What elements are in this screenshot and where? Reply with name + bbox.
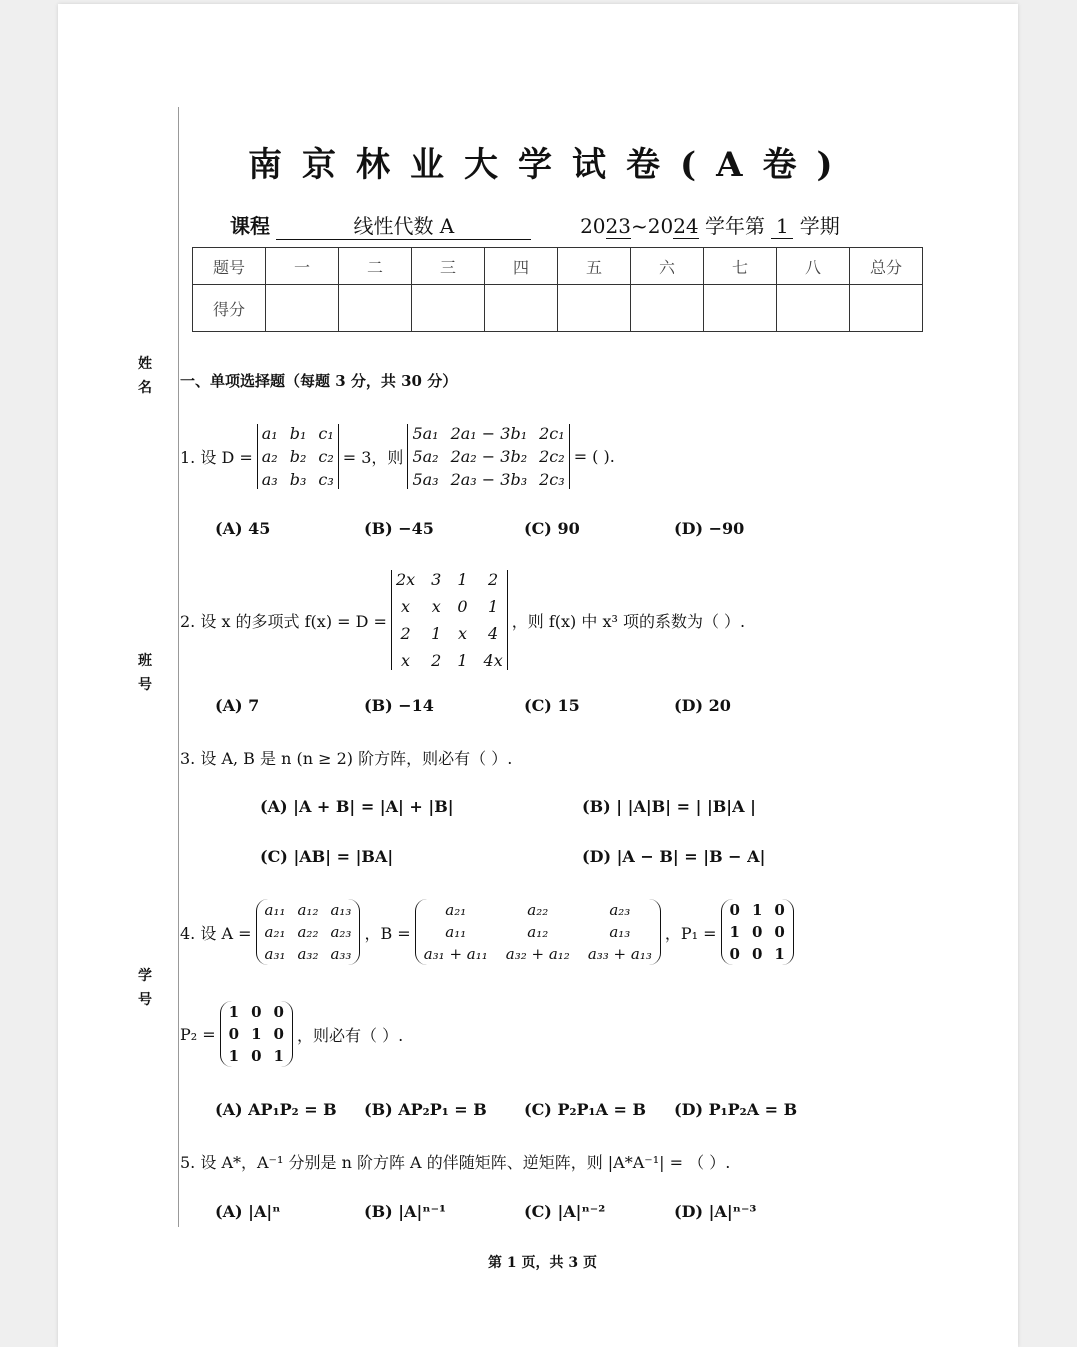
question-4 bbox=[180, 890, 798, 974]
det-entry: x bbox=[457, 624, 467, 643]
matrix-entry: a₂₂ bbox=[527, 901, 549, 919]
score-header-cell: 六 bbox=[631, 248, 704, 285]
matrix-entry: a₃₁ + a₁₁ bbox=[423, 945, 488, 963]
score-value-row bbox=[193, 285, 923, 332]
det-entry: c₃ bbox=[318, 469, 334, 489]
q1-option-c: (C) 90 bbox=[524, 519, 580, 538]
det-entry: 4x bbox=[483, 651, 503, 670]
matrix-entry: 1 bbox=[273, 1047, 284, 1065]
det-entry: 2 bbox=[488, 570, 499, 589]
det-entry: 5a₃ bbox=[412, 469, 439, 489]
year-end: 24 bbox=[673, 214, 699, 238]
q2-option-d: (D) 20 bbox=[674, 696, 731, 715]
year-start: 23 bbox=[605, 214, 631, 238]
q4-matrix-b bbox=[415, 899, 661, 965]
score-header-cell: 八 bbox=[777, 248, 850, 285]
det-entry: 5a₁ bbox=[412, 423, 439, 443]
year-mid: ~20 bbox=[630, 214, 674, 238]
matrix-entry: 0 bbox=[729, 901, 740, 919]
binding-margin-line bbox=[178, 107, 179, 1227]
q4-suffix: ，则必有（ ）. bbox=[296, 1025, 404, 1045]
matrix-entry: a₁₂ bbox=[527, 923, 549, 941]
score-cell bbox=[777, 285, 850, 332]
q1-mid: = 3，则 bbox=[342, 447, 404, 467]
score-header-cell: 题号 bbox=[193, 248, 266, 285]
matrix-entry: 1 bbox=[774, 945, 785, 963]
matrix-entry: 1 bbox=[729, 923, 740, 941]
q5-option-d: (D) |A|ⁿ⁻³ bbox=[674, 1202, 757, 1221]
question-3: 3. 设 A, B 是 n (n ≥ 2) 阶方阵，则必有（ ）. bbox=[180, 749, 513, 768]
det-entry: x bbox=[401, 597, 411, 616]
det-entry: 1 bbox=[488, 597, 499, 616]
term-number: 1 bbox=[771, 214, 793, 239]
score-cell bbox=[558, 285, 631, 332]
det-entry: x bbox=[431, 597, 441, 616]
q2-suffix: ，则 f(x) 中 x³ 项的系数为（ ）. bbox=[511, 611, 746, 631]
side-label-name: 姓 名 bbox=[138, 356, 152, 396]
section-1-title: 一、单项选择题（每题 3 分，共 30 分） bbox=[180, 372, 458, 390]
q1-option-a: (A) 45 bbox=[215, 519, 271, 538]
q1-determinant-1 bbox=[257, 424, 339, 489]
q2-option-b: (B) −14 bbox=[364, 696, 434, 715]
matrix-entry: a₂₂ bbox=[297, 923, 319, 941]
score-cell bbox=[631, 285, 704, 332]
det-entry: a₃ bbox=[261, 469, 278, 489]
det-entry: 1 bbox=[457, 570, 468, 589]
matrix-entry: a₃₃ + a₁₃ bbox=[587, 945, 652, 963]
matrix-entry: a₂₁ bbox=[445, 901, 467, 919]
det-entry: 2 bbox=[431, 651, 442, 670]
q4-b-label: ，B = bbox=[364, 923, 411, 943]
q4-matrix-a bbox=[256, 899, 361, 965]
q1-prefix: 1. 设 D = bbox=[180, 447, 253, 467]
q3-option-d: (D) |A − B| = |B − A| bbox=[582, 847, 766, 866]
det-entry: b₂ bbox=[289, 446, 307, 466]
score-cell bbox=[704, 285, 777, 332]
matrix-entry: 1 bbox=[751, 901, 763, 919]
term-suffix: 学期 bbox=[799, 214, 840, 238]
matrix-entry: a₁₃ bbox=[330, 901, 352, 919]
q1-determinant-2 bbox=[407, 424, 569, 489]
score-header-cell: 一 bbox=[266, 248, 339, 285]
det-entry: 2c₂ bbox=[539, 446, 565, 466]
matrix-entry: a₂₃ bbox=[609, 901, 631, 919]
matrix-entry: a₃₁ bbox=[264, 945, 286, 963]
det-entry: b₁ bbox=[289, 423, 307, 443]
det-entry: a₁ bbox=[261, 423, 278, 443]
q4-option-a: (A) AP₁P₂ = B bbox=[215, 1100, 337, 1119]
course-label: 课程 bbox=[230, 214, 270, 238]
course-name: 线性代数 A bbox=[276, 210, 531, 240]
q3-option-b: (B) | |A|B| = | |B|A | bbox=[582, 797, 756, 816]
score-table bbox=[192, 247, 923, 332]
term-text: 学年第 bbox=[705, 214, 766, 238]
q2-option-a: (A) 7 bbox=[215, 696, 260, 715]
score-cell bbox=[339, 285, 412, 332]
matrix-entry: a₁₁ bbox=[264, 901, 286, 919]
q4-option-d: (D) P₁P₂A = B bbox=[674, 1100, 798, 1119]
det-entry: 3 bbox=[431, 570, 442, 589]
question-1 bbox=[180, 414, 615, 498]
q4-prefix: 4. 设 A = bbox=[180, 923, 252, 943]
matrix-entry: 1 bbox=[228, 1047, 240, 1065]
matrix-entry: 0 bbox=[751, 945, 763, 963]
matrix-entry: a₃₃ bbox=[330, 945, 352, 963]
matrix-entry: a₃₂ bbox=[297, 945, 319, 963]
det-entry: 2c₁ bbox=[539, 423, 565, 443]
matrix-entry: 0 bbox=[729, 945, 740, 963]
q2-prefix: 2. 设 x 的多项式 f(x) = D = bbox=[180, 611, 387, 631]
side-label-student-id: 学 号 bbox=[138, 968, 152, 1008]
q4-p1-label: ，P₁ = bbox=[664, 923, 717, 943]
score-cell bbox=[266, 285, 339, 332]
q4-p2-label: P₂ = bbox=[180, 1024, 216, 1044]
q3-option-c: (C) |AB| = |BA| bbox=[260, 847, 394, 866]
matrix-entry: a₁₁ bbox=[445, 923, 467, 941]
det-entry: 2x bbox=[395, 570, 416, 589]
exam-page bbox=[58, 4, 1018, 1347]
det-entry: 0 bbox=[457, 597, 468, 616]
q4-option-b: (B) AP₂P₁ = B bbox=[364, 1100, 487, 1119]
det-entry: 2a₂ − 3b₂ bbox=[450, 446, 528, 466]
det-entry: 5a₂ bbox=[412, 446, 439, 466]
q1-suffix: = ( ). bbox=[573, 446, 615, 466]
matrix-entry: 0 bbox=[774, 901, 785, 919]
score-cell bbox=[850, 285, 923, 332]
year-prefix: 20 bbox=[580, 214, 606, 238]
exam-title: 南京林业大学试卷(A卷) bbox=[248, 145, 853, 185]
course-row bbox=[230, 210, 840, 240]
det-entry: a₂ bbox=[261, 446, 278, 466]
score-header-cell: 三 bbox=[412, 248, 485, 285]
side-label-class: 班 号 bbox=[138, 653, 152, 693]
matrix-entry: a₁₂ bbox=[297, 901, 319, 919]
score-header-cell: 二 bbox=[339, 248, 412, 285]
q5-option-c: (C) |A|ⁿ⁻² bbox=[524, 1202, 606, 1221]
q2-option-c: (C) 15 bbox=[524, 696, 580, 715]
matrix-entry: 0 bbox=[774, 923, 785, 941]
det-entry: 2c₃ bbox=[539, 469, 565, 489]
q5-option-a: (A) |A|ⁿ bbox=[215, 1202, 281, 1221]
q1-option-b: (B) −45 bbox=[364, 519, 434, 538]
det-entry: 2a₁ − 3b₁ bbox=[450, 423, 528, 443]
question-4-continued bbox=[180, 992, 403, 1076]
matrix-entry: 1 bbox=[228, 1003, 240, 1021]
score-header-cell: 四 bbox=[485, 248, 558, 285]
q4-matrix-p2 bbox=[220, 1001, 293, 1067]
det-entry: 1 bbox=[457, 651, 468, 670]
q1-option-d: (D) −90 bbox=[674, 519, 745, 538]
det-entry: c₁ bbox=[318, 423, 334, 443]
score-header-cell: 五 bbox=[558, 248, 631, 285]
q5-option-b: (B) |A|ⁿ⁻¹ bbox=[364, 1202, 447, 1221]
matrix-entry: 1 bbox=[251, 1025, 262, 1043]
score-header-cell: 总分 bbox=[850, 248, 923, 285]
matrix-entry: a₂₃ bbox=[330, 923, 352, 941]
q4-matrix-p1 bbox=[721, 899, 794, 965]
score-row-label: 得分 bbox=[193, 285, 266, 332]
det-entry: 1 bbox=[431, 624, 442, 643]
score-cell bbox=[412, 285, 485, 332]
det-entry: c₂ bbox=[318, 446, 334, 466]
score-header-row bbox=[193, 248, 923, 285]
matrix-entry: 0 bbox=[228, 1025, 240, 1043]
matrix-entry: a₁₃ bbox=[609, 923, 631, 941]
det-entry: b₃ bbox=[289, 469, 307, 489]
matrix-entry: 0 bbox=[273, 1025, 284, 1043]
score-cell bbox=[485, 285, 558, 332]
q3-option-a: (A) |A + B| = |A| + |B| bbox=[260, 797, 454, 816]
question-2 bbox=[180, 564, 745, 676]
det-entry: x bbox=[401, 651, 411, 670]
score-header-cell: 七 bbox=[704, 248, 777, 285]
det-entry: 4 bbox=[488, 624, 499, 643]
matrix-entry: a₂₁ bbox=[264, 923, 286, 941]
q4-option-c: (C) P₂P₁A = B bbox=[524, 1100, 647, 1119]
matrix-entry: 0 bbox=[273, 1003, 284, 1021]
matrix-entry: 0 bbox=[251, 1003, 262, 1021]
det-entry: 2 bbox=[400, 624, 411, 643]
question-5: 5. 设 A*，A⁻¹ 分别是 n 阶方阵 A 的伴随矩阵、逆矩阵，则 |A*A⁻¹| = （ ）. bbox=[180, 1153, 731, 1172]
q2-determinant bbox=[391, 570, 508, 670]
det-entry: 2a₃ − 3b₃ bbox=[450, 469, 528, 489]
page-footer: 第 1 页，共 3 页 bbox=[488, 1255, 597, 1271]
matrix-entry: 0 bbox=[751, 923, 763, 941]
matrix-entry: a₃₂ + a₁₂ bbox=[505, 945, 570, 963]
matrix-entry: 0 bbox=[251, 1047, 262, 1065]
